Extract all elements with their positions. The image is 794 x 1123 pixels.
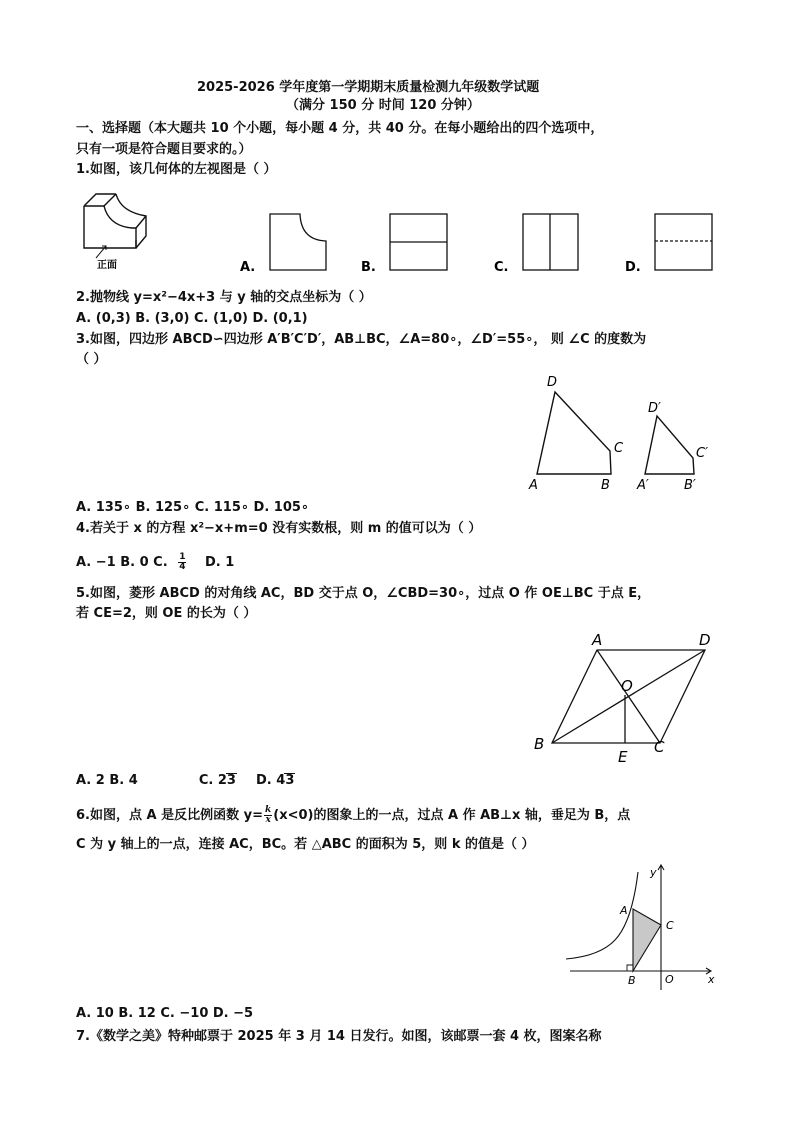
q5-sqrt-c: 3: [226, 773, 236, 788]
q4-stem: 4.若关于 x 的方程 x²−x+m=0 没有实数根，则 m 的值可以为（ ）: [76, 521, 482, 536]
q1-choice-b: B.: [361, 260, 376, 275]
q5-sqrt-d: 3: [285, 773, 295, 788]
q1-figure: [76, 188, 716, 280]
q1-view-c: [523, 214, 578, 270]
q5-label-o: O: [621, 677, 633, 695]
q6-label-y: y: [650, 866, 657, 879]
q6-figure: [560, 862, 720, 997]
q1-solid: [84, 194, 146, 258]
q5-options-ab: A. 2 B. 4: [76, 773, 138, 788]
q3-options: A. 135∘ B. 125∘ C. 115∘ D. 105∘: [76, 500, 310, 515]
q6-triangle-abc: [633, 909, 661, 971]
q3-figure: [524, 372, 724, 497]
q6-stem-line2: C 为 y 轴上的一点，连接 AC，BC。若 △ABC 的面积为 5，则 k 的值是（ ）: [76, 837, 535, 852]
section-heading-line2: 只有一项是符合题目要求的。）: [76, 142, 252, 157]
q5-label-c: C: [654, 738, 665, 756]
q6-fraction: $\frac{k}{x}$: [265, 805, 272, 825]
q1-front-label: 正面: [97, 260, 117, 271]
q3-label-d1: D′: [648, 401, 661, 416]
q5-label-b: B: [534, 735, 545, 753]
q6-label-a: A: [620, 904, 628, 917]
q2-options: A. (0,3) B. (3,0) C. (1,0) D. (0,1): [76, 311, 308, 326]
q1-view-a: [270, 214, 326, 270]
q5-label-e: E: [618, 748, 628, 766]
page-subtitle: （满分 150 分 时间 120 分钟）: [286, 98, 480, 113]
section-heading-line1: 一、选择题（本大题共 10 个小题，每小题 4 分，共 40 分。在每小题给出的四个选项中，: [76, 121, 604, 136]
q1-view-b: [390, 214, 447, 270]
q3-label-b: B: [601, 478, 610, 493]
q5-options: [76, 773, 295, 789]
q5-label-a: A: [592, 631, 603, 649]
q1-view-d: [655, 214, 712, 270]
q1-choice-c: C.: [494, 260, 509, 275]
q5-label-d: D: [699, 631, 711, 649]
q4-fraction: $\frac{1}{4}$: [179, 552, 186, 572]
q6-label-c: C: [666, 919, 674, 932]
q6-label-o: O: [665, 973, 674, 986]
q2-stem: 2.抛物线 y=x²−4x+3 与 y 轴的交点坐标为（ ）: [76, 290, 372, 305]
q3-stem-line2: （ ）: [76, 352, 107, 367]
q3-label-c1: C′: [696, 446, 709, 461]
q4-option-d: D. 1: [204, 555, 235, 570]
q3-label-d: D: [547, 375, 558, 390]
q5-figure: [530, 628, 722, 768]
q4-options: [76, 553, 234, 572]
q3-stem-line1: 3.如图，四边形 ABCD∽四边形 A′B′C′D′，AB⊥BC，∠A=80∘，∠D′=55∘， 则 ∠C 的度数为: [76, 332, 647, 347]
q5-stem-line2: 若 CE=2，则 OE 的长为（ ）: [76, 606, 257, 621]
q3-quad-a1b1c1d1: [645, 416, 694, 474]
q5-option-d: D. 4: [256, 773, 286, 788]
q5-stem-line1: 5.如图，菱形 ABCD 的对角线 AC，BD 交于点 O，∠CBD=30∘，过点 O 作 OE⊥BC 于点 E，: [76, 586, 651, 601]
q1-stem: 1.如图，该几何体的左视图是（ ）: [76, 162, 277, 177]
q1-choice-d: D.: [625, 260, 641, 275]
q4-options-ac: A. −1 B. 0 C.: [76, 555, 168, 570]
q3-label-a1: A′: [637, 478, 649, 493]
page-title: 2025-2026 学年度第一学期期末质量检测九年级数学试题: [197, 80, 540, 95]
q6-options: A. 10 B. 12 C. −10 D. −5: [76, 1006, 254, 1021]
q6-stem-line1: 6.如图，点 A 是反比例函数 y= $\frac{k}{x}$ (x<0)的图象上的一点，过点 A 作 AB⊥x 轴，垂足为 B，点: [76, 805, 631, 825]
q5-option-c: C. 2: [198, 773, 227, 788]
q6-label-x: x: [708, 973, 715, 986]
q3-label-c: C: [614, 441, 624, 456]
q3-label-a: A: [529, 478, 538, 493]
q7-stem: 7.《数学之美》特种邮票于 2025 年 3 月 14 日发行。如图，该邮票一套 4 枚，图案名称: [76, 1029, 602, 1044]
q6-label-b: B: [628, 974, 636, 987]
q3-quad-abcd: [537, 392, 611, 474]
q3-label-b1: B′: [684, 478, 696, 493]
q1-choice-a: A.: [240, 260, 256, 275]
